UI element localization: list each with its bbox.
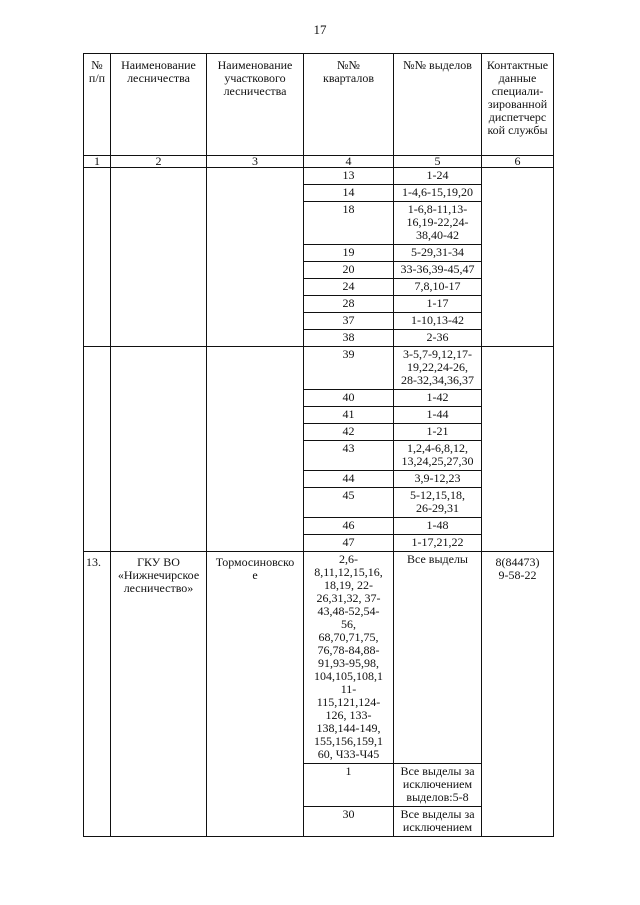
text-line: №№ выделов <box>403 58 472 72</box>
table-row <box>84 168 554 185</box>
text-line: 33-36,39-45,47 <box>400 262 475 276</box>
text-line: п/п <box>88 71 106 85</box>
text-line: 3-5,7-9,12,17- <box>403 347 472 361</box>
text-line: 16,19-22,24- <box>406 215 469 229</box>
text-line: 3,9-12,23 <box>414 471 461 485</box>
text-line: 5-29,31-34 <box>411 245 464 259</box>
column-number: 6 <box>482 156 554 168</box>
text-line: 2-36 <box>426 330 449 344</box>
text-line: ГКУ ВО <box>137 555 180 569</box>
vydel-cell <box>394 262 482 279</box>
page-number: 17 <box>313 22 327 37</box>
vydel-cell <box>394 471 482 488</box>
text-line: 1-24 <box>426 168 449 182</box>
text-line: № <box>91 58 103 72</box>
text-line: 1-10,13-42 <box>411 313 464 327</box>
kvartal-cell: 47 <box>304 535 394 552</box>
vydel-cell <box>394 202 482 245</box>
column-number: 5 <box>394 156 482 168</box>
empty-cell <box>482 347 554 552</box>
text-line: 13,24,25,27,30 <box>401 454 474 468</box>
column-number: 1 <box>84 156 111 168</box>
kvartal-cell: 37 <box>304 313 394 330</box>
text-line: диспетчерс <box>488 110 547 124</box>
text-line: Тормосиновско <box>215 555 295 569</box>
header-col-vydely <box>394 54 482 156</box>
column-number-row <box>84 156 554 168</box>
kvartal-cell: 1 <box>304 764 394 807</box>
empty-cell <box>84 168 111 347</box>
text-line: 26-29,31 <box>416 501 459 515</box>
vydel-cell <box>394 390 482 407</box>
vydel-cell <box>394 407 482 424</box>
vydel-cell <box>394 245 482 262</box>
text-line: Все выделы за <box>400 764 475 778</box>
text-line: кварталов <box>323 71 374 85</box>
text-line: 68,70,71,75, <box>318 630 379 644</box>
text-line: лесничества <box>223 84 287 98</box>
text-line: 28-32,34,36,37 <box>401 373 474 387</box>
text-line: 1,2,4-6,8,12, <box>407 441 468 455</box>
text-line: №№ <box>337 58 360 72</box>
vydel-cell <box>394 441 482 471</box>
text-line: 1-44 <box>426 407 449 421</box>
vydel-cell <box>394 185 482 202</box>
vydel-cell <box>394 488 482 518</box>
vydel-cell <box>394 535 482 552</box>
text-line: 43,48-52,54- <box>317 604 380 618</box>
kvartal-cell: 24 <box>304 279 394 296</box>
text-line: 19,22,24-26, <box>407 360 468 374</box>
vydel-cell <box>394 552 482 764</box>
table-row-13 <box>84 552 554 764</box>
kvartal-cell: 13 <box>304 168 394 185</box>
text-line: е <box>252 568 258 582</box>
forestry-table <box>83 53 554 837</box>
text-line: 1-4,6-15,19,20 <box>402 185 473 199</box>
table-header-row <box>84 54 554 156</box>
text-line: кой службы <box>487 123 548 137</box>
empty-cell <box>207 168 304 347</box>
vydel-cell <box>394 424 482 441</box>
text-line: исключением <box>402 777 473 791</box>
header-col-leshoz <box>111 54 207 156</box>
kvartal-cell <box>304 552 394 764</box>
column-number: 2 <box>111 156 207 168</box>
text-line: 76,78-84,88- <box>317 643 380 657</box>
text-line: Контактные <box>486 58 549 72</box>
header-col-uchastok <box>207 54 304 156</box>
text-line: 1-42 <box>426 390 449 404</box>
empty-cell <box>111 347 207 552</box>
text-line: 7,8,10-17 <box>414 279 461 293</box>
kvartal-cell: 42 <box>304 424 394 441</box>
text-line: 8(84473) <box>495 555 540 569</box>
text-line: специали- <box>491 84 544 98</box>
text-line: 1-21 <box>426 424 449 438</box>
kvartal-cell: 41 <box>304 407 394 424</box>
empty-cell <box>482 168 554 347</box>
uchastok-name <box>207 552 304 837</box>
text-line: 5-12,15,18, <box>410 488 465 502</box>
text-line: 1-17 <box>426 296 449 310</box>
text-line: лесничества <box>127 71 190 85</box>
text-line: 155,156,159,1 <box>314 734 383 748</box>
text-line: 56, <box>341 617 356 631</box>
kvartal-cell: 28 <box>304 296 394 313</box>
row-number: 13. <box>84 552 111 837</box>
text-line: 2,6- <box>339 552 358 566</box>
text-line: 26,31,32, 37- <box>316 591 381 605</box>
text-line: исключением <box>402 820 473 834</box>
text-line: 126, 133- <box>325 708 372 722</box>
kvartal-cell: 43 <box>304 441 394 471</box>
text-line: Все выделы за <box>400 807 475 821</box>
column-number: 4 <box>304 156 394 168</box>
kvartal-cell: 46 <box>304 518 394 535</box>
vydel-cell <box>394 279 482 296</box>
vydel-cell <box>394 807 482 837</box>
text-line: 1-48 <box>426 518 449 532</box>
kvartal-cell: 19 <box>304 245 394 262</box>
kvartal-cell: 39 <box>304 347 394 390</box>
table-row <box>84 347 554 390</box>
text-line: выделов:5-8 <box>406 790 469 804</box>
vydel-cell <box>394 330 482 347</box>
text-line: 1-17,21,22 <box>411 535 464 549</box>
kvartal-cell: 30 <box>304 807 394 837</box>
text-line: 8,11,12,15,16, <box>314 565 383 579</box>
vydel-cell <box>394 347 482 390</box>
text-line: участкового <box>224 71 286 85</box>
leshoz-name <box>111 552 207 837</box>
kvartal-cell: 14 <box>304 185 394 202</box>
text-line: 138,144-149, <box>316 721 381 735</box>
text-line: 115,121,124- <box>316 695 381 709</box>
kvartal-cell: 44 <box>304 471 394 488</box>
kvartal-cell: 38 <box>304 330 394 347</box>
empty-cell <box>111 168 207 347</box>
text-line: данные <box>498 71 537 85</box>
header-col-kvartaly <box>304 54 394 156</box>
vydel-cell <box>394 518 482 535</box>
kvartal-cell: 40 <box>304 390 394 407</box>
text-line: 104,105,108,1 <box>314 669 383 683</box>
text-line: лесничество» <box>123 581 194 595</box>
vydel-cell <box>394 296 482 313</box>
text-line: 11- <box>340 682 357 696</box>
column-number: 3 <box>207 156 304 168</box>
kvartal-cell: 18 <box>304 202 394 245</box>
vydel-cell <box>394 313 482 330</box>
text-line: зированной <box>487 97 548 111</box>
text-line: 9-58-22 <box>498 568 537 582</box>
text-line: «Нижнечирское <box>117 568 200 582</box>
text-line: 18,19, 22- <box>324 578 373 592</box>
text-line: Наименование <box>121 58 196 72</box>
text-line: 91,93-95,98, <box>318 656 379 670</box>
header-col-contacts <box>482 54 554 156</box>
text-line: 60, Ч33-Ч45 <box>317 747 380 761</box>
kvartal-cell: 45 <box>304 488 394 518</box>
text-line: 1-6,8-11,13- <box>407 202 468 216</box>
kvartal-cell: 20 <box>304 262 394 279</box>
text-line: 38,40-42 <box>416 228 459 242</box>
text-line: Наименование <box>217 58 293 72</box>
vydel-cell <box>394 764 482 807</box>
contact-cell <box>482 552 554 837</box>
empty-cell <box>84 347 111 552</box>
header-col-number <box>84 54 111 156</box>
empty-cell <box>207 347 304 552</box>
text-line: Все выделы <box>406 552 468 566</box>
vydel-cell <box>394 168 482 185</box>
